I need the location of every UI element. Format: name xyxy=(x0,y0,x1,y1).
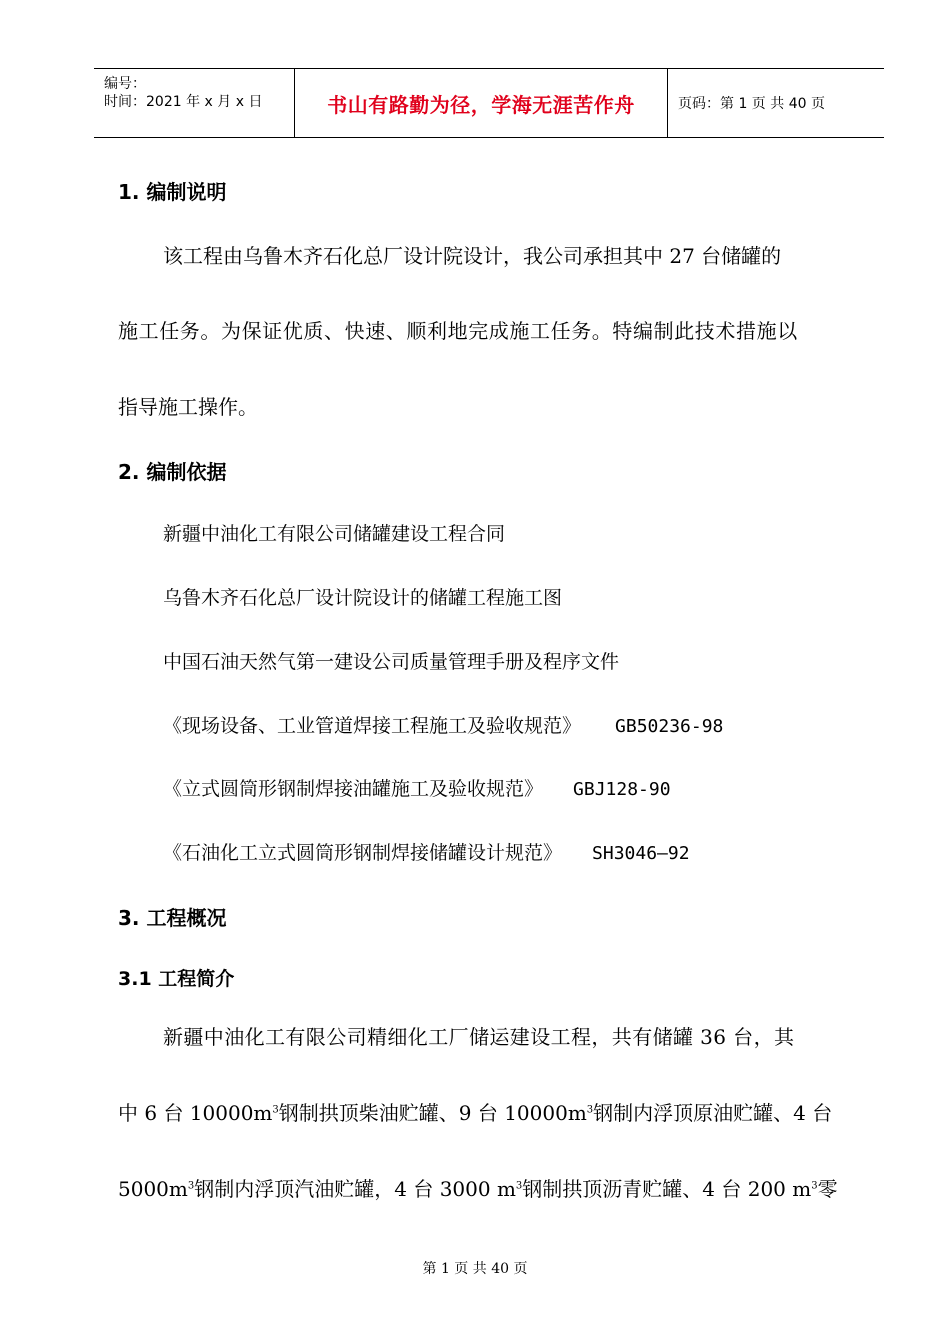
overview-line xyxy=(118,1173,858,1202)
section-1-line: 施工任务。为保证优质、快速、顺利地完成施工任务。特编制此技术措施以 xyxy=(118,319,798,343)
header-time-label: 时间：2021 年 x 月 x 日 xyxy=(104,94,263,110)
overview-text: 零 xyxy=(817,1177,838,1201)
section-3-title: 3. 工程概况 xyxy=(118,906,227,930)
standard-code: GB50236-98 xyxy=(615,716,724,737)
superscript-3: 3 xyxy=(515,1180,523,1192)
section-2-title: 2. 编制依据 xyxy=(118,460,227,484)
section-1-line: 指导施工操作。 xyxy=(118,395,258,419)
header-motto-cell xyxy=(295,69,668,137)
header-number-label: 编号： xyxy=(104,76,146,92)
section-1-line xyxy=(163,240,857,269)
standard-reference xyxy=(163,838,690,865)
overview-text: 5000m xyxy=(118,1177,188,1201)
overview-text: 中 6 台 10000m xyxy=(118,1101,273,1125)
page-footer: 第 1 页 共 40 页 xyxy=(422,1261,528,1277)
overview-text: 钢制内浮顶原油贮罐、4 台 xyxy=(593,1101,833,1125)
standard-title: 《现场设备、工业管道焊接工程施工及验收规范》 xyxy=(163,715,582,737)
standard-code: GBJ128-90 xyxy=(573,779,671,800)
basis-item: 新疆中油化工有限公司储罐建设工程合同 xyxy=(163,523,506,545)
superscript-3: 3 xyxy=(187,1180,195,1192)
overview-line: 新疆中油化工有限公司精细化工厂储运建设工程，共有储罐 36 台，其 xyxy=(163,1025,795,1049)
overview-line xyxy=(118,1097,858,1126)
header-page-label: 页码：第 1 页 共 40 页 xyxy=(678,96,825,112)
standard-reference xyxy=(163,774,671,801)
superscript-3: 3 xyxy=(272,1104,279,1116)
standard-reference xyxy=(163,711,723,738)
section-3-1-title: 3.1 工程简介 xyxy=(118,968,235,990)
header-motto: 书山有路勤为径，学海无涯苦作舟 xyxy=(327,92,635,117)
superscript-3: 3 xyxy=(586,1104,594,1116)
overview-text: 钢制内浮顶汽油贮罐，4 台 3000 m xyxy=(194,1177,516,1201)
basis-item: 中国石油天然气第一建设公司质量管理手册及程序文件 xyxy=(163,651,620,673)
overview-text: 钢制拱顶柴油贮罐、9 台 10000m xyxy=(278,1101,587,1125)
section-1-title: 1. 编制说明 xyxy=(118,180,227,204)
header-meta xyxy=(94,69,295,137)
superscript-3: 3 xyxy=(811,1180,818,1192)
standard-title: 《石油化工立式圆筒形钢制焊接储罐设计规范》 xyxy=(163,842,563,864)
page-header xyxy=(94,68,884,138)
overview-text: 钢制拱顶沥青贮罐、4 台 200 m xyxy=(522,1177,812,1201)
basis-item: 乌鲁木齐石化总厂设计院设计的储罐工程施工图 xyxy=(163,587,563,609)
standard-code: SH3046—92 xyxy=(592,843,690,864)
standard-title: 《立式圆筒形钢制焊接油罐施工及验收规范》 xyxy=(163,778,544,800)
section-1-line-text: 该工程由乌鲁木齐石化总厂设计院设计，我公司承担其中 27 台储罐的 xyxy=(163,244,782,268)
